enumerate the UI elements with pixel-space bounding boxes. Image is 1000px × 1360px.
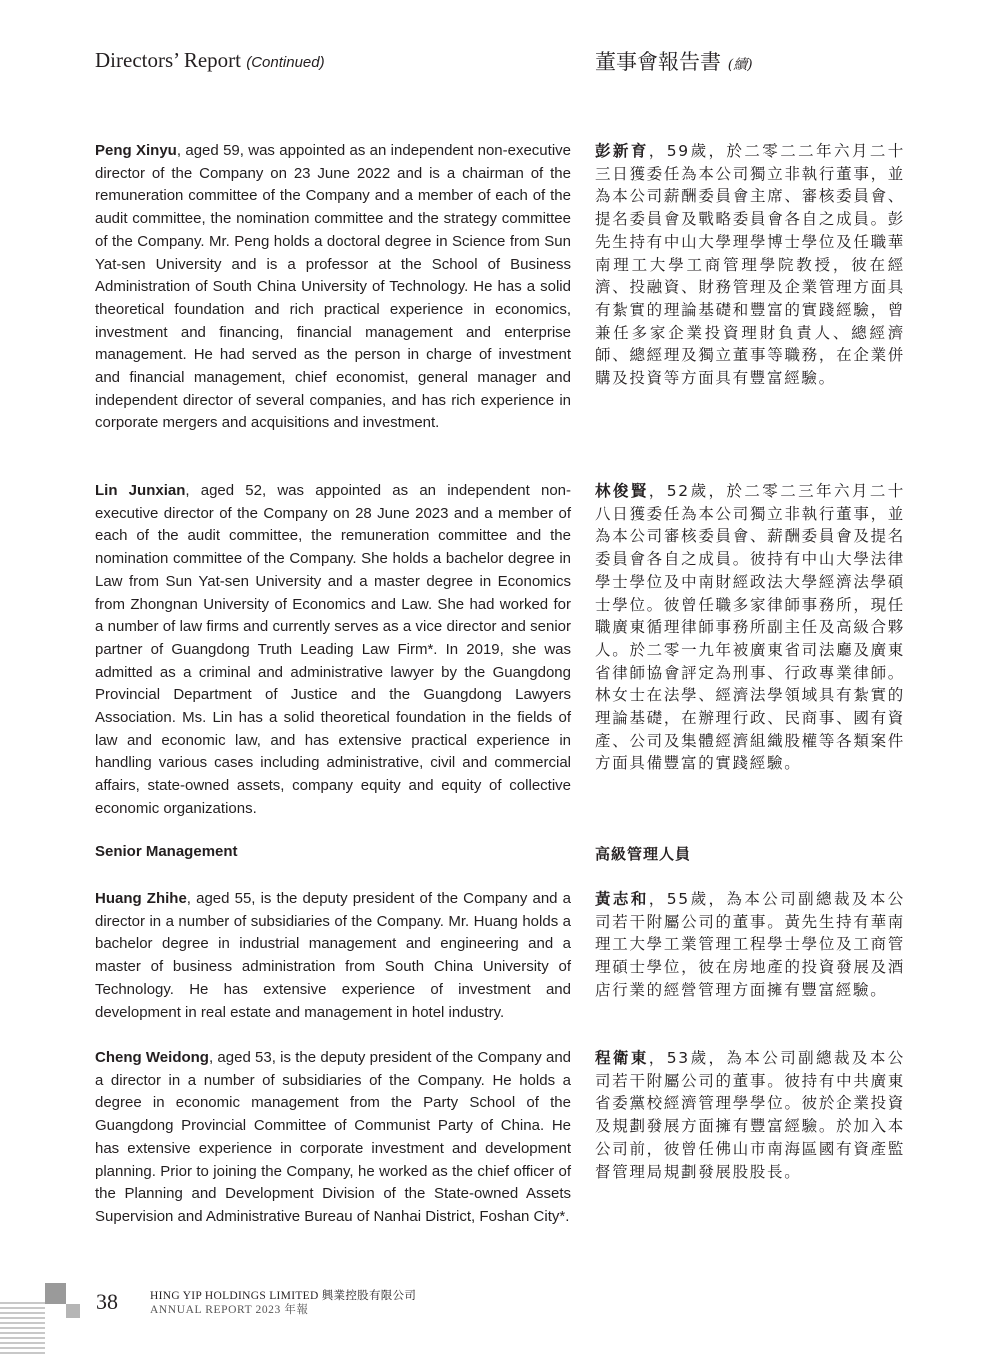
director-text-zh: ，52歲，於二零二三年六月二十八日獲委任為本公司獨立非執行董事，並為本公司審核委員會、薪酬委員會及提名委員會各自之成員。彼持有中山大學法律學士學位及中南財經政法大學經濟法學碩士學位。彼曾任職多家律師事務所，現任職廣東循理律師事務所副主任及高級合夥人。於二零一九年被廣東省司法廳及廣東省律師協會評定為刑事、行政專業律師。林女士在法學、經濟法學領域具有紮實的理論基礎，在辦理行政、民商事、國有資產、公司及集體經濟組織股權等各類案件方面具備豐富的實踐經驗。 [595, 482, 905, 773]
footer-square-dark [45, 1283, 66, 1304]
manager-text-zh: ，53歲，為本公司副總裁及本公司若干附屬公司的董事。彼持有中共廣東省委黨校經濟管理學學位。彼於企業投資及規劃發展方面擁有豐富經驗。於加入本公司前，彼曾任佛山市南海區國有資產監督管理局規劃發展股股長。 [595, 1049, 905, 1181]
header-title-zh-text: 董事會報告書 [595, 50, 721, 74]
director-name-zh: 彭新育 [595, 142, 649, 160]
manager-name-zh: 程衛東 [595, 1049, 649, 1067]
manager-text-en: , aged 53, is the deputy president of the Company and a director in a number of subsidiaries of the Company. He holds a degree in economic management from the Party School of the Guangdong Provincial Committee of Communist Party of China. He has extensive experience in corporate investment and development planning. Prior to joining the Company, he worked as the chief officer of the Planning and Development Division of the State-owned Assets Supervision and Administrative Bureau of Nanhai District, Foshan City*. [95, 1049, 571, 1225]
section-heading-zh: 高級管理人員 [595, 845, 692, 863]
header-title-zh [595, 46, 753, 76]
director-text-en: , aged 52, was appointed as an independent non-executive director of the Company on 28 June 2023 and a member of each of the audit committee, the remuneration committee and the nomination committee of the Company. She holds a bachelor degree in Law from Sun Yat-sen University and a master degree in Economics from Zhongnan University of Economics and Law. She had worked for a number of law firms and currently serves as a vice director and senior partner of Guangdong Truth Leading Law Firm*. In 2019, she was admitted as a criminal and administrative lawyer by the Guangdong Provincial Department of Justice and the Guangdong Lawyers Association. Ms. Lin has a solid theoretical foundation in the fields of law and economic law, and has extensive practical experience in handling various cases including administrative, civil and commercial affairs, state-owned assets, company equity and equity of collective economic organizations. [95, 482, 571, 817]
director-bio-zh [595, 140, 905, 390]
manager-name-en: Huang Zhihe [95, 890, 187, 907]
manager-name-en: Cheng Weidong [95, 1049, 209, 1066]
director-text-en: , aged 59, was appointed as an independent non-executive director of the Company on 23 June 2022 and is a chairman of the remuneration committee of the Company and a member of each of the audit committee, the nomination committee and the strategy committee of the Company. Mr. Peng holds a doctoral degree in Science from Sun Yat-sen University and is a professor at the School of Business Administration of South China University of Technology. He has a solid theoretical foundation and rich practical experience in economics, investment and financing, financial management and enterprise management. He had served as the person in charge of investment and financial management, chief economist, general manager and independent director of several companies, and has rich experience in corporate mergers and acquisitions and investment. [95, 142, 571, 432]
director-bio-en [95, 140, 571, 435]
header-continued-en: (Continued) [246, 54, 325, 71]
section-heading-en: Senior Management [95, 843, 238, 860]
header-title-en-text: Directors’ Report [95, 48, 241, 72]
manager-bio-zh [595, 1047, 905, 1183]
manager-text-zh: ，55歲，為本公司副總裁及本公司若干附屬公司的董事。黃先生持有華南理工大學工業管理工程學士學位及工商管理碩士學位，彼在房地產的投資發展及酒店行業的經營管理方面擁有豐富經驗。 [595, 890, 905, 999]
header-title-en [95, 48, 325, 73]
manager-bio-zh [595, 888, 905, 1002]
director-text-zh: ，59歲，於二零二二年六月二十三日獲委任為本公司獨立非執行董事，並為本公司薪酬委員會主席、審核委員會、提名委員會及戰略委員會各自之成員。彭先生持有中山大學理學博士學位及任職華南理工大學工商管理學院教授，彼在經濟、投融資、財務管理及企業管理方面具有紮實的理論基礎和豐富的實踐經驗，曾兼任多家企業投資理財負責人、總經濟師、總經理及獨立董事等職務，在企業併購及投資等方面具有豐富經驗。 [595, 142, 905, 388]
footer-report: ANNUAL REPORT 2023 年報 [150, 1304, 309, 1316]
footer-company: HING YIP HOLDINGS LIMITED 興業控股有限公司 [150, 1290, 417, 1302]
footer-square-light [66, 1304, 80, 1318]
header-continued-zh: (續) [727, 57, 753, 73]
page-number: 38 [96, 1289, 118, 1314]
manager-bio-en [95, 1047, 571, 1229]
director-name-en: Peng Xinyu [95, 142, 177, 159]
director-name-zh: 林俊賢 [595, 482, 649, 500]
director-bio-en [95, 480, 571, 821]
manager-name-zh: 黃志和 [595, 890, 649, 908]
manager-bio-en [95, 888, 571, 1024]
director-bio-zh [595, 480, 905, 775]
manager-text-en: , aged 55, is the deputy president of the Company and a director in a number of subsidiaries of the Company. Mr. Huang holds a bachelor degree in industrial management and engineering and a master of business administration from South China University of Technology. He has extensive experience of investment and development in real estate and management in hotel industry. [95, 890, 571, 1021]
director-name-en: Lin Junxian [95, 482, 186, 499]
